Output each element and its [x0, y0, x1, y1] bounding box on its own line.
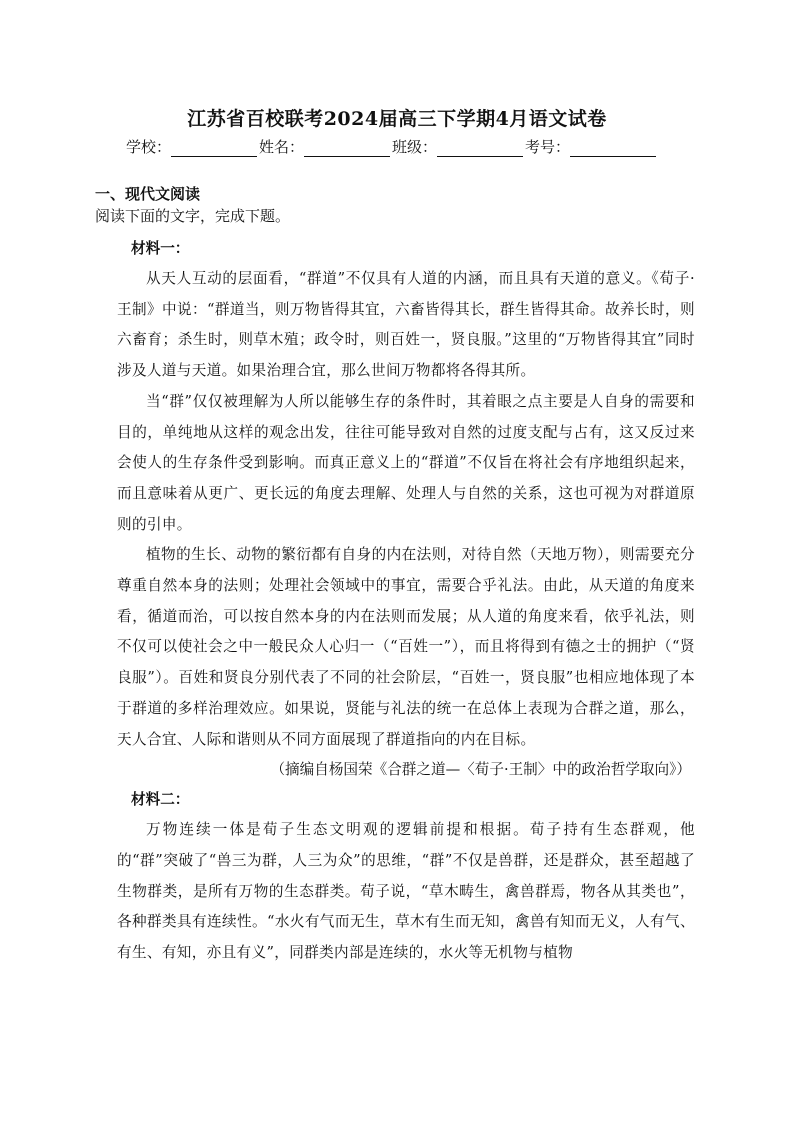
student-info-row: [126, 136, 686, 157]
school-blank: [171, 141, 257, 157]
document-title: 江苏省百校联考2024届高三下学期4月语文试卷: [187, 108, 607, 130]
exam-number-field: [525, 136, 658, 157]
exam-number-label: 考号：: [525, 138, 571, 156]
material-one-source: （摘编自杨国荣《合群之道—〈荀子·王制〉中的政治哲学取向》）: [270, 761, 691, 779]
name-field: [259, 136, 392, 157]
material-one-paragraph: 植物的生长、动物的繁衍都有自身的内在法则，对待自然（天地万物），则需要充分尊重自然本身的法则；处理社会领域中的事宜，需要合乎礼法。由此，从天道的角度来看，循道而治，可以按自然本身的内在法则而发展；从人道的角度来看，依乎礼法，则不仅可以使社会之中一般民众人心归一（“百姓一”），而且将得到有德之士的拥护（“贤良服”）。百姓和贤良分别代表了不同的社会阶层，“百姓一，贤良服”也相应地体现了本于群道的多样治理效应。如果说，贤能与礼法的统一在总体上表现为合群之道，那么，天人合宜、人际和谐则从不同方面展现了群道指向的内在目标。: [117, 546, 695, 748]
class-label: 班级：: [392, 138, 438, 156]
section-heading: 一、现代文阅读: [95, 185, 201, 203]
material-one-label: 材料一：: [131, 240, 190, 257]
exam-number-blank: [570, 141, 656, 157]
class-field: [392, 136, 525, 157]
school-label: 学校：: [126, 138, 172, 156]
name-blank: [304, 141, 390, 157]
material-two-label: 材料二：: [131, 791, 190, 809]
school-field: [126, 136, 259, 157]
class-blank: [437, 141, 523, 157]
name-label: 姓名：: [259, 138, 305, 156]
reading-passage: [117, 234, 695, 969]
section-instruction: 阅读下面的文字，完成下题。: [95, 207, 291, 225]
material-one-paragraph: 从天人互动的层面看，“群道”不仅具有人道的内涵，而且具有天道的意义。《荀子·王制》中说：“群道当，则万物皆得其宜，六畜皆得其长，群生皆得其命。故养长时，则六畜育；杀生时，则草木殖；政令时，则百姓一，贤良服。”这里的“万物皆得其宜”同时涉及人道与天道。如果治理合宜，那么世间万物都将各得其所。: [117, 270, 695, 380]
material-two-paragraph: 万物连续一体是荀子生态文明观的逻辑前提和根据。荀子持有生态群观，他的“群”突破了“兽三为群，人三为众”的思维，“群”不仅是兽群，还是群众，甚至超越了生物群类，是所有万物的生态群类。荀子说，“草木畴生，禽兽群焉，物各从其类也”，各种群类具有连续性。“水火有气而无生，草木有生而无知，禽兽有知而无义，人有气、有生、有知，亦且有义”，同群类内部是连续的，水火等无机物与植物: [117, 821, 695, 962]
material-one-paragraph: 当“群”仅仅被理解为人所以能够生存的条件时，其着眼之点主要是人自身的需要和目的，单纯地从这样的观念出发，往往可能导致对自然的过度支配与占有，这又反过来会使人的生存条件受到影响。而真正意义上的“群道”不仅旨在将社会有序地组织起来，而且意味着从更广、更长远的角度去理解、处理人与自然的关系，这也可视为对群道原则的引申。: [117, 392, 695, 533]
